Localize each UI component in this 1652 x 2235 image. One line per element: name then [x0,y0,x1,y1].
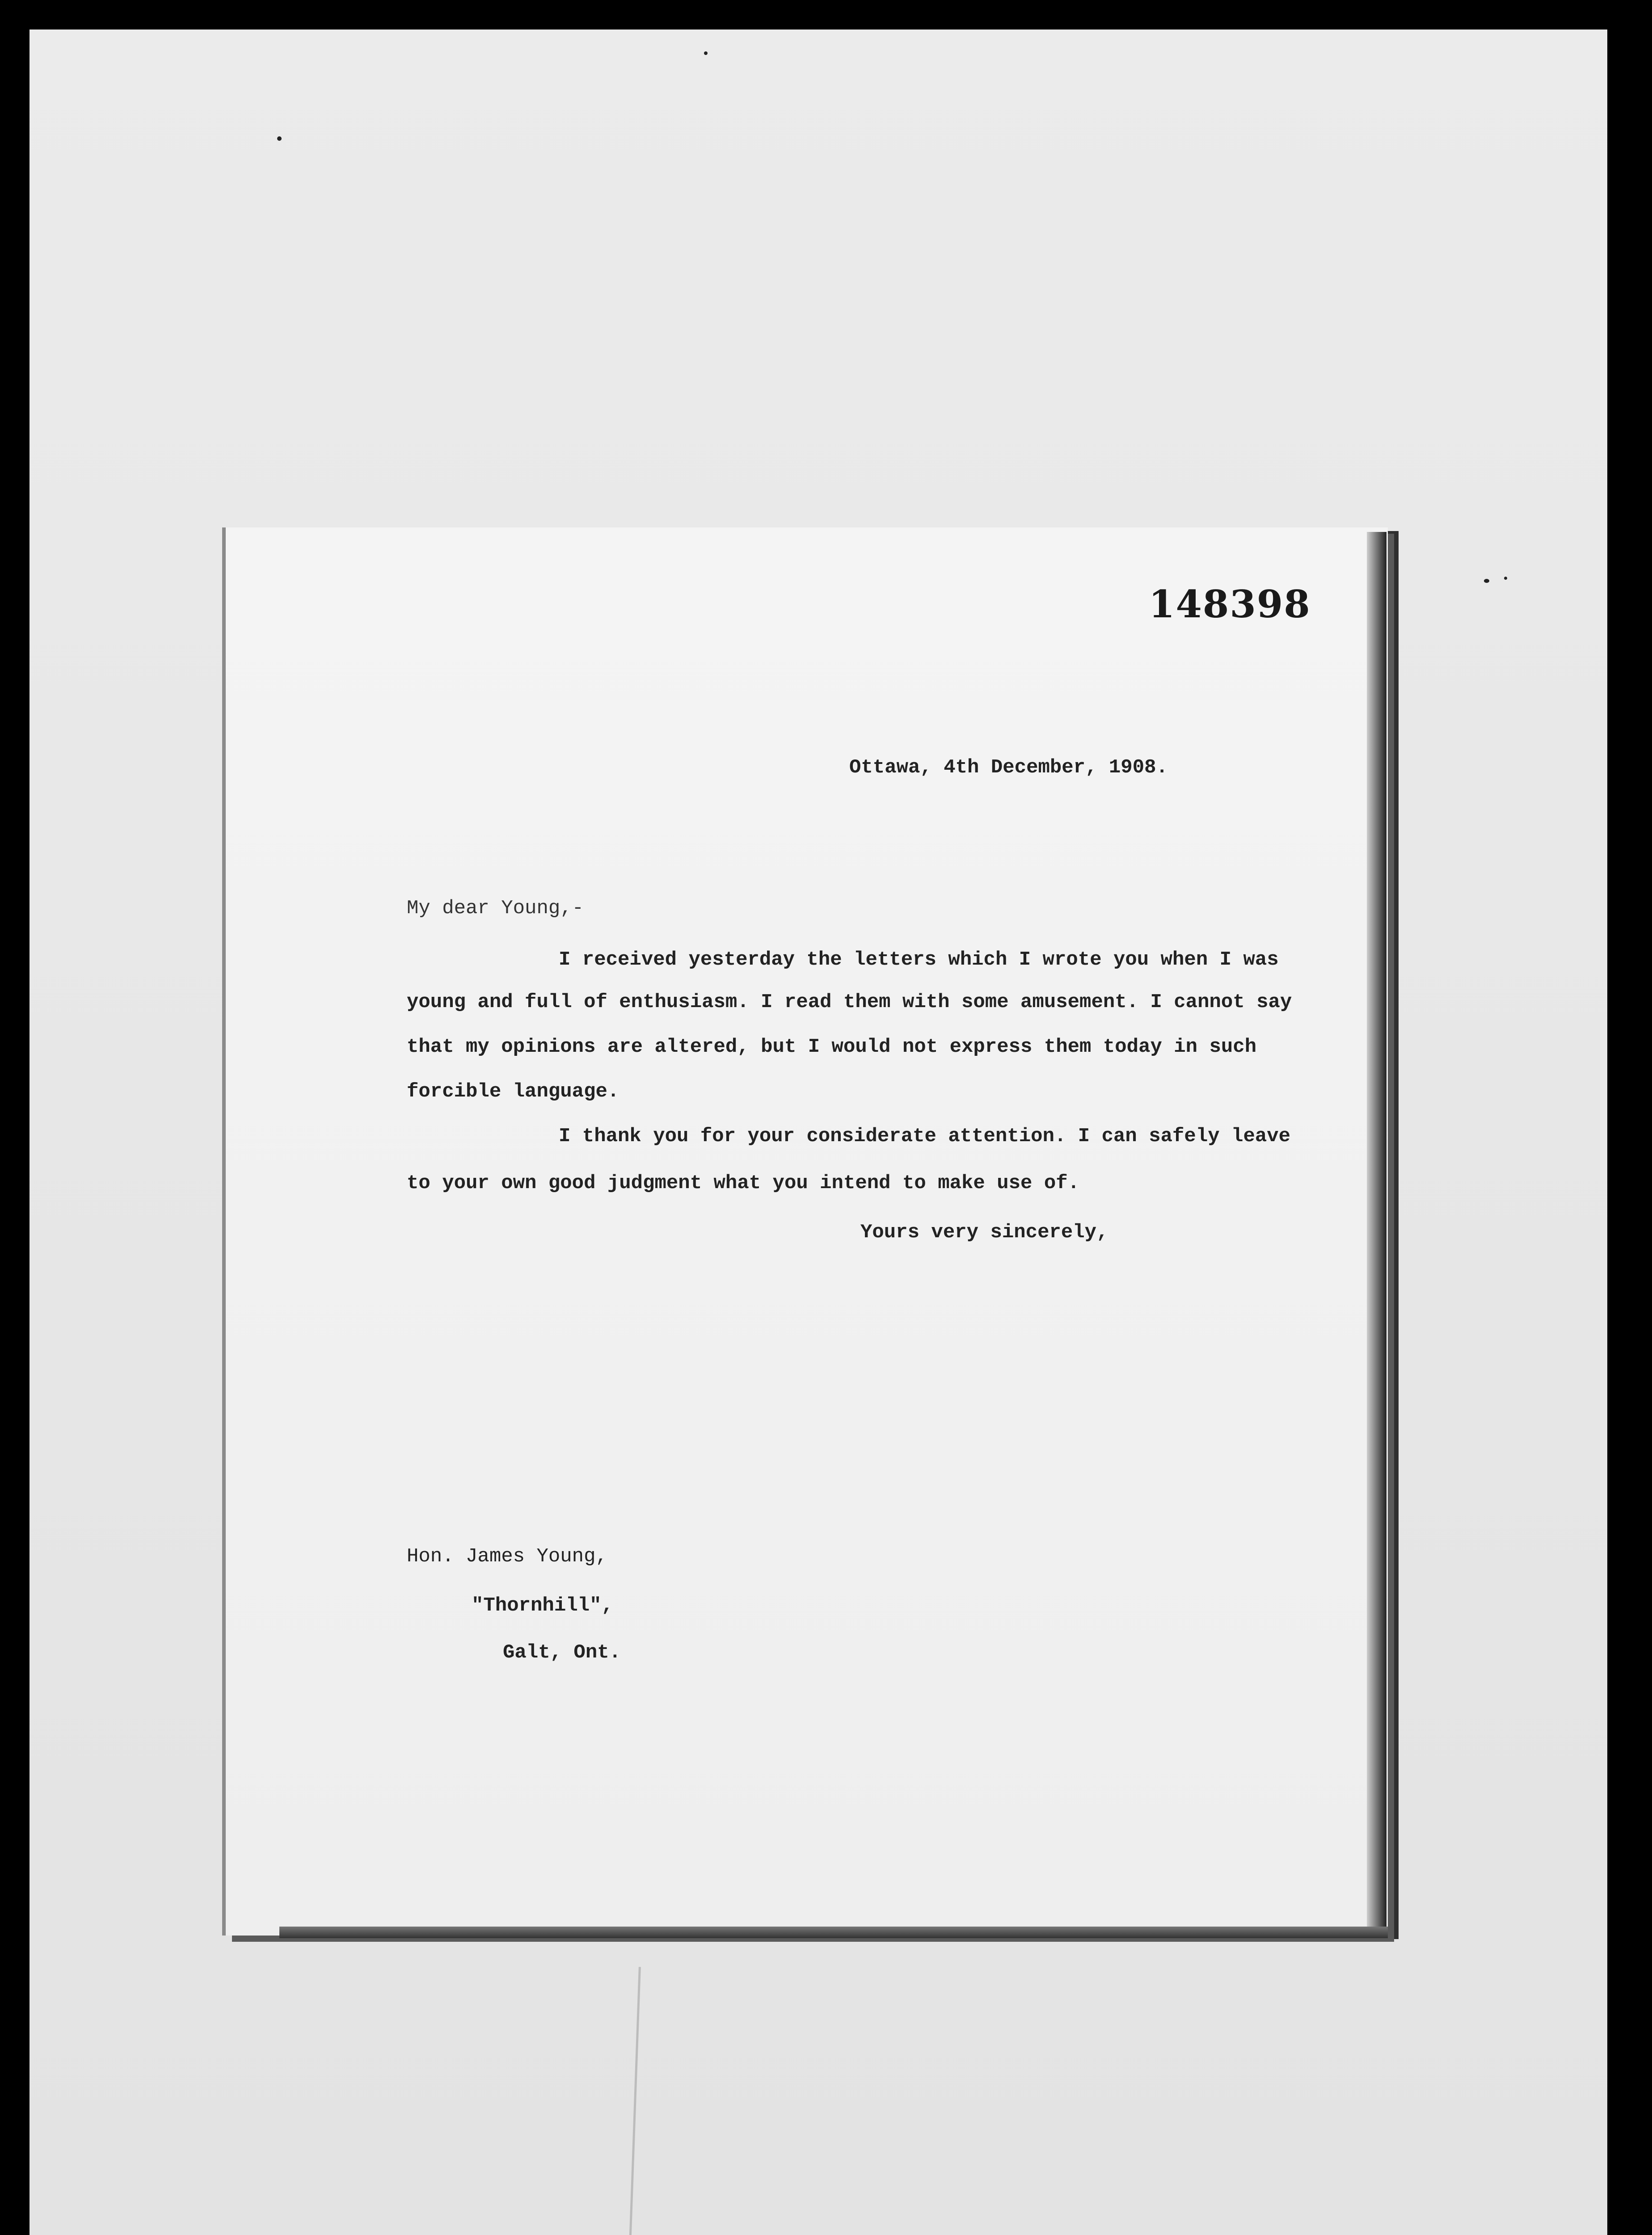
recipient-town: Galt, Ont. [503,1641,621,1664]
letter-body-line: I received yesterday the letters which I wrote you when I was [559,949,1279,971]
letter-body-line: to your own good judgment what you intend to make use of. [407,1172,1080,1194]
letter-body-line: forcible language. [407,1080,620,1103]
letter-sheet-shadow-bottom [279,1927,1388,1938]
recipient-house: "Thornhill", [472,1594,613,1617]
film-speck [1504,577,1507,580]
film-speck [277,136,282,141]
letter-body-line: young and full of enthusiasm. I read them with some amusement. I cannot say [407,991,1292,1013]
letter-salutation: My dear Young,- [407,897,584,919]
letter-sheet [226,527,1388,1936]
film-speck [1484,579,1489,583]
letter-sheet-shadow-right [1367,532,1386,1931]
letter-body-line: I thank you for your considerate attention. I can safely leave [559,1125,1291,1147]
letter-dateline: Ottawa, 4th December, 1908. [849,756,1168,779]
recipient-name: Hon. James Young, [407,1545,607,1568]
letter-closing: Yours very sincerely, [860,1221,1108,1244]
document-number-stamp: 148398 [1149,582,1311,626]
letter-body-line: that my opinions are altered, but I would not express them today in such [407,1036,1257,1058]
film-speck [704,51,708,55]
